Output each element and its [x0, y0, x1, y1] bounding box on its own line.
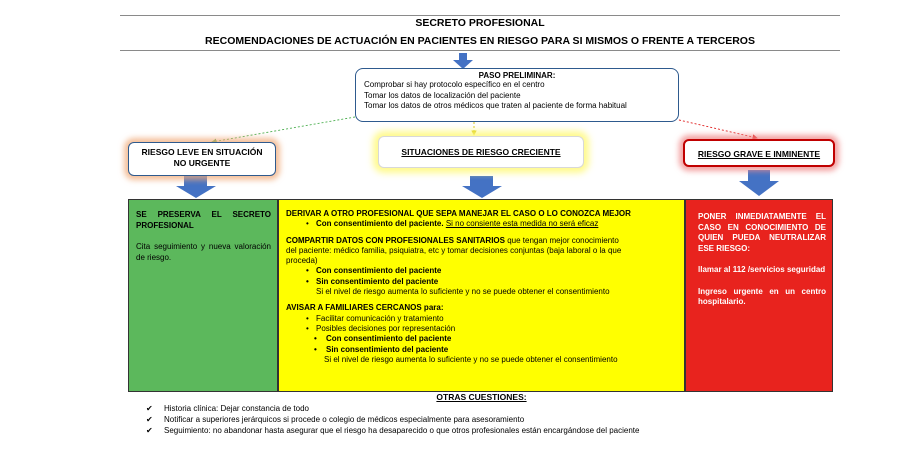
compartir-bullet: • Sin consentimiento del paciente	[286, 277, 678, 287]
preliminary-line: Tomar los datos de otros médicos que traten al paciente de forma habitual	[364, 101, 627, 110]
others-list	[146, 403, 639, 436]
grave-down-arrow	[739, 170, 779, 196]
page-title: SECRETO PROFESIONAL	[415, 17, 545, 29]
compartir-heading-rest: que tengan mejor conocimiento	[507, 235, 619, 245]
creciente-down-arrow	[462, 176, 502, 198]
others-title: OTRAS CUESTIONES:	[436, 392, 527, 402]
preliminary-line: Tomar los datos de localización del paciente	[364, 90, 521, 100]
preliminary-step-box	[355, 68, 679, 122]
risk-grave-box: RIESGO GRAVE E INMINENTE	[683, 139, 835, 167]
avisar-note: Si el nivel de riesgo aumenta lo suficiente y no se puede obtener el consentimiento	[324, 354, 618, 364]
check-icon: ✔	[146, 415, 153, 424]
avisar-heading: AVISAR A FAMILIARES CERCANOS para:	[286, 303, 444, 313]
others-item	[146, 425, 639, 436]
avisar-bullet: • Posibles decisiones por representación	[286, 324, 678, 334]
avisar-sub-bullet: • Con consentimiento del paciente	[286, 334, 678, 344]
others-item-text: Notificar a superiores jerárquicos si procede o colegio de médicos especialmente para asesoramiento	[164, 415, 525, 424]
connector-to-grave	[679, 120, 757, 138]
others-item-text: Seguimiento: no abandonar hasta asegurar que el riesgo ha desaparecido o que otros profesionales están encargándose del paciente	[164, 426, 640, 435]
page-subtitle: RECOMENDACIONES DE ACTUACIÓN EN PACIENTES EN RIESGO PARA SI MISMOS O FRENTE A TERCEROS	[205, 35, 755, 47]
compartir-heading	[286, 236, 678, 246]
risk-creciente-box: SITUACIONES DE RIESGO CRECIENTE	[378, 136, 584, 168]
derivar-bullet-bold: Con consentimiento del paciente.	[316, 219, 444, 229]
preliminary-heading: PASO PRELIMINAR:	[478, 71, 556, 80]
connector-to-leve	[212, 117, 355, 142]
others-item-text: Historia clínica: Dejar constancia de todo	[164, 404, 309, 413]
red-call: llamar al 112 /servicios seguridad	[698, 265, 826, 274]
avisar-sub-bullet: • Sin consentimiento del paciente	[286, 345, 678, 355]
red-heading: PONER INMEDIATAMENTE EL CASO EN CONOCIMIENTO DE QUIEN PUEDA NEUTRALIZAR ESE RIESGO:	[698, 212, 826, 253]
derivar-heading: DERIVAR A OTRO PROFESIONAL QUE SEPA MANEJAR EL CASO O LO CONOZCA MEJOR	[286, 209, 631, 218]
avisar-bullet: • Facilitar comunicación y tratamiento	[286, 314, 678, 324]
compartir-heading-bold: COMPARTIR DATOS CON PROFESIONALES SANITARIOS	[286, 235, 505, 245]
others-item	[146, 403, 639, 414]
compartir-bullet: • Con consentimiento del paciente	[286, 266, 678, 276]
top-down-arrow	[453, 53, 473, 69]
derivar-bullet-note: Si no consiente esta medida no será eficaz	[445, 219, 599, 229]
leve-down-arrow	[176, 176, 216, 198]
green-text: Cita seguimiento y nueva valoración de riesgo.	[136, 242, 271, 262]
column-grave	[685, 199, 833, 392]
check-icon: ✔	[146, 404, 153, 413]
derivar-bullet	[286, 219, 678, 229]
column-creciente	[278, 199, 685, 392]
green-heading: SE PRESERVA EL SECRETO PROFESIONAL	[136, 210, 271, 230]
risk-leve-label-2: NO URGENTE	[173, 158, 231, 168]
others-item	[146, 414, 639, 425]
compartir-heading-line3: proceda)	[286, 256, 318, 266]
risk-leve-box	[128, 142, 276, 176]
column-leve	[128, 199, 278, 392]
risk-leve-label-1: RIESGO LEVE EN SITUACIÓN	[141, 147, 263, 157]
preliminary-line: Comprobar si hay protocolo específico en el centro	[364, 80, 545, 89]
compartir-note: Si el nivel de riesgo aumenta lo suficiente y no se puede obtener el consentimiento	[316, 287, 610, 297]
compartir-heading-line2: del paciente: médico familia, psiquiatra, etc y tomar decisiones conjuntas (baja laboral o la que	[286, 245, 622, 255]
check-icon: ✔	[146, 426, 153, 435]
red-ingreso: Ingreso urgente en un centro hospitalario.	[698, 286, 826, 306]
